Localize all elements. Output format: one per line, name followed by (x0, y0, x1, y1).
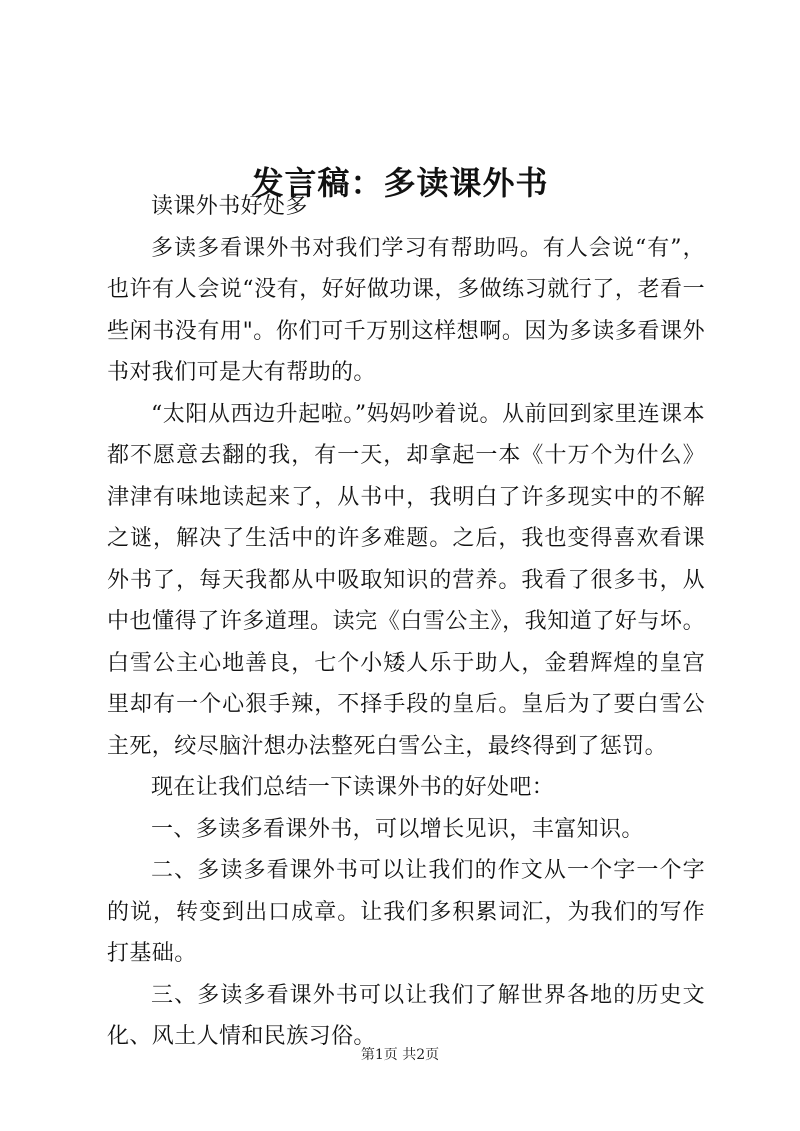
page-number-footer: 第1页 共2页 (360, 1047, 440, 1063)
page-title: 发言稿：多读课外书 (251, 164, 549, 203)
paragraph-point-2: 二、多读多看课外书可以让我们的作文从一个字一个字的说，转变到出口成章。让我们多积累词汇，为我们的写作打基础。 (107, 858, 705, 966)
document-body (107, 186, 705, 1058)
paragraph-point-3: 三、多读多看课外书可以让我们了解世界各地的历史文化、风土人情和民族习俗。 (107, 982, 705, 1049)
paragraph-summary-lead: 现在让我们总结一下读课外书的好处吧： (151, 775, 555, 800)
paragraph-story: “太阳从西边升起啦。”妈妈吵着说。从前回到家里连课本都不愿意去翻的我，有一天，却拿起一本《十万个为什么》津津有味地读起来了，从书中，我明白了许多现实中的不解之谜，解决了生活中的许多难题。之后，我也变得喜欢看课外书了，每天我都从中吸取知识的营养。我看了很多书，从中也懂得了许多道理。读完《白雪公主》，我知道了好与坏。白雪公主心地善良，七个小矮人乐于助人，金碧辉煌的皇宫里却有一个心狠手辣，不择手段的皇后。皇后为了要白雪公主死，绞尽脑汁想办法整死白雪公主，最终得到了惩罚。 (107, 401, 705, 759)
paragraph-subtitle: 读课外书好处多 (151, 194, 308, 219)
paragraph-point-1: 一、多读多看课外书，可以增长见识，丰富知识。 (151, 816, 644, 842)
paragraph-intro: 多读多看课外书对我们学习有帮助吗。有人会说“有”，也许有人会说“没有，好好做功课，多做练习就行了，老看一些闲书没有用"。你们可千万别这样想啊。因为多读多看课外书对我们可是大有帮助的。 (107, 235, 705, 385)
